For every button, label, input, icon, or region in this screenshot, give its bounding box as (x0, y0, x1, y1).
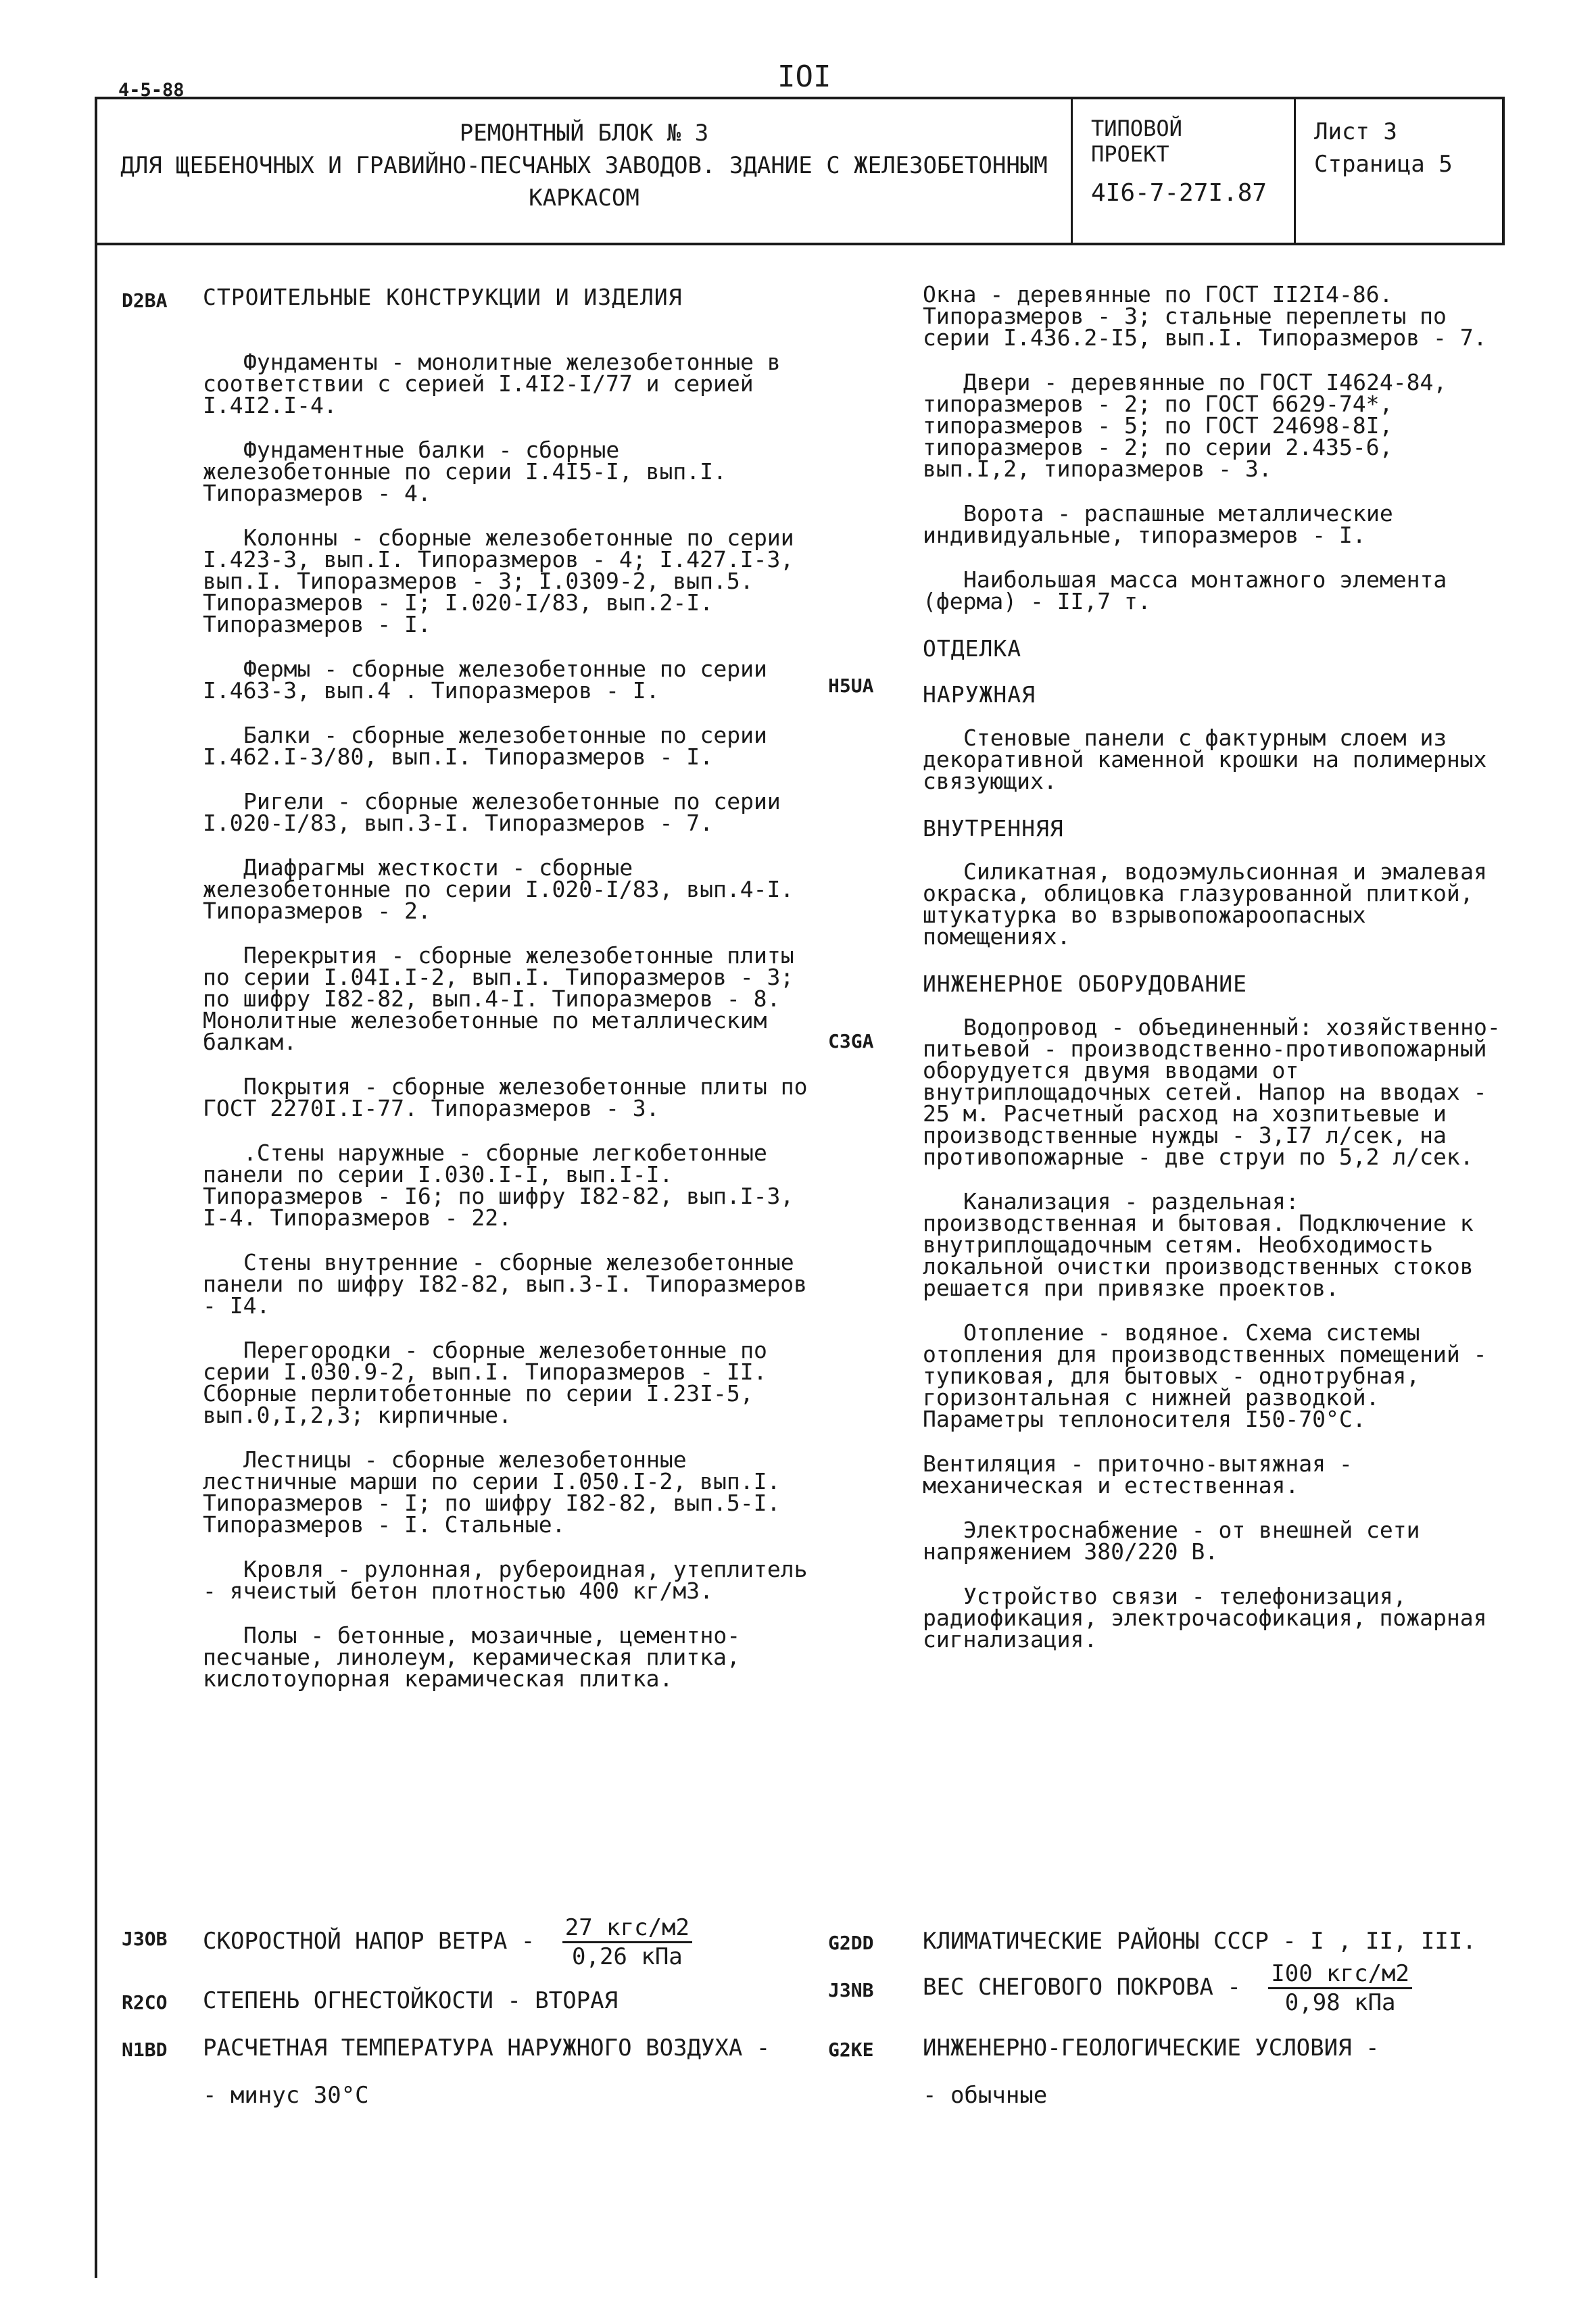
fire-resistance: СТЕПЕНЬ ОГНЕСТОЙКОСТИ - ВТОРАЯ (203, 1987, 619, 2014)
project-label: ПРОЕКТ (1091, 141, 1169, 167)
finish-title: ОТДЕЛКА (923, 635, 1022, 662)
title-line: РЕМОНТНЫЙ БЛОК № 3 (459, 120, 709, 147)
sheet-number: Лист 3 (1314, 118, 1397, 145)
project-label: ТИПОВОЙ (1091, 116, 1182, 141)
paragraph: Стеновые панели с фактурным слоем из декоративной каменной крошки на полимерных связующих. (923, 725, 1487, 794)
title-divider (1071, 99, 1073, 243)
paragraph: Силикатная, водоэмульсионная и эмалевая окраска, облицовка глазурованной плиткой, штукатурка во взрывопожароопасных помещениях. (923, 858, 1487, 950)
title-divider (1294, 99, 1296, 243)
snow-load (923, 1960, 1412, 2016)
engineering-code: C3GA (828, 1030, 874, 1052)
page-number: IOI (777, 59, 831, 94)
paragraph: Окна - деревянные по ГОСТ II2I4-86. Типоразмеров - 3; стальные переплеты по серии I.436.2-I5, вып.I. Типоразмеров - 7. (923, 281, 1487, 351)
title-block (95, 97, 1505, 245)
sheet-cell (1314, 116, 1453, 180)
paragraph: Ворота - распашные металлические индивидуальные, типоразмеров - I. (923, 500, 1393, 548)
paragraph: Фундаменты - монолитные железобетонные в соответствии с серией I.4I2-I/77 и серией I.4I2.I-4. (203, 349, 781, 418)
project-number: 4I6-7-27I.87 (1091, 179, 1267, 207)
wind-value (562, 1914, 692, 1970)
paragraph: Диафрагмы жесткости - сборные железобетонные по серии I.020-I/83, вып.4-I. Типоразмеров - 2. (203, 854, 794, 924)
snow-value-kpa: 0,98 кПа (1284, 1989, 1396, 2016)
paragraph: Балки - сборные железобетонные по серии I.462.I-3/80, вып.I. Типоразмеров - I. (203, 722, 767, 770)
wind-pressure (203, 1914, 692, 1970)
geology-label: ИНЖЕНЕРНО-ГЕОЛОГИЧЕСКИЕ УСЛОВИЯ - (923, 2034, 1380, 2062)
paragraph: Фермы - сборные железобетонные по серии I.463-3, вып.4 . Типоразмеров - I. (203, 656, 767, 704)
paragraph: Полы - бетонные, мозаичные, цементно-песчаные, линолеум, керамическая плитка, кислотоупорная керамическая плитка. (203, 1622, 741, 1692)
climate-regions: КЛИМАТИЧЕСКИЕ РАЙОНЫ СССР - I , II, III. (923, 1928, 1476, 1955)
fire-code: R2CO (122, 1991, 168, 2014)
paragraph: Лестницы - сборные железобетонные лестничные марши по серии I.050.I-2, вып.I. Типоразмеров - I; по шифру I82-82, вып.5-I. Типоразмеров - I. Стальные. (203, 1446, 781, 1538)
paragraph: Водопровод - объединенный: хозяйственно-питьевой - производственно-противопожарный оборудуется двумя вводами от внутриплощадочных сетей. Напор на вводах - 25 м. Расчетный расход на хозпитьевые и производственные нужды - 3,I7 л/сек, на противопожарные - две струи по 5,2 л/сек. (923, 1014, 1501, 1170)
document-title (97, 117, 1071, 214)
snow-code: J3NB (828, 1979, 874, 2001)
paragraph: Кровля - рулонная, рубероидная, утеплитель - ячеистый бетон плотностью 400 кг/м3. (203, 1556, 808, 1604)
geology-code: G2KE (828, 2039, 874, 2061)
project-cell (1091, 116, 1267, 206)
temperature-code: N1BD (122, 2039, 168, 2061)
title-line: ДЛЯ ЩЕБЕНОЧНЫХ И ГРАВИЙНО-ПЕСЧАНЫХ ЗАВОДОВ. ЗДАНИЕ С ЖЕЛЕЗОБЕТОННЫМ (120, 152, 1048, 179)
wind-label: СКОРОСТНОЙ НАПОР ВЕТРА - (203, 1928, 535, 1955)
snow-value-kgs: I00 кгс/м2 (1268, 1960, 1412, 1989)
paragraph: Отопление - водяное. Схема системы отопления для производственных помещений - тупиковая, для бытовых - однотрубная, горизонтальная с нижней разводкой. Параметры теплоносителя I50-70°С. (923, 1319, 1487, 1432)
paragraph: Двери - деревянные по ГОСТ I4624-84, типоразмеров - 2; по ГОСТ 6629-74*, типоразмеров - 5; по ГОСТ 24698-8I, типоразмеров - 2; по серии 2.435-6, вып.I,2, типоразмеров - 3. (923, 369, 1447, 482)
left-column (203, 284, 811, 1713)
paragraph: Покрытия - сборные железобетонные плиты по ГОСТ 2270I.I-77. Типоразмеров - 3. (203, 1073, 808, 1121)
section-code: D2BA (122, 289, 168, 312)
paragraph: Стены внутренние - сборные железобетонные панели по шифру I82-82, вып.3-I. Типоразмеров - I4. (203, 1249, 808, 1319)
climate-code: G2DD (828, 1932, 874, 1954)
paragraph: Устройство связи - телефонизация, радиофикация, электрочасофикация, пожарная сигнализация. (923, 1583, 1487, 1653)
temperature-label: РАСЧЕТНАЯ ТЕМПЕРАТУРА НАРУЖНОГО ВОЗДУХА - (203, 2034, 771, 2062)
wind-value-kpa: 0,26 кПа (572, 1943, 683, 1970)
left-margin-line (95, 243, 97, 2278)
document-code: 4-5-88 (118, 80, 185, 101)
paragraph: Вентиляция - приточно-вытяжная - механическая и естественная. (923, 1451, 1353, 1498)
outer-finish-title: НАРУЖНАЯ (923, 681, 1036, 708)
paragraph: .Стены наружные - сборные легкобетонные панели по серии I.030.I-I, вып.I-I. Типоразмеров - I6; по шифру I82-82, вып.I-3, I-4. Типоразмеров - 22. (203, 1140, 794, 1231)
inner-finish-title: ВНУТРЕННЯЯ (923, 815, 1064, 842)
temperature-value: - минус 30°С (203, 2082, 369, 2109)
wind-code: J3OB (122, 1928, 168, 1950)
snow-value (1268, 1960, 1412, 2016)
paragraph: Перекрытия - сборные железобетонные плиты по серии I.04I.I-2, вып.I. Типоразмеров - 3; по шифру I82-82, вып.4-I. Типоразмеров - 8. Монолитные железобетонные по металлическим балкам. (203, 942, 794, 1055)
paragraph: Канализация - раздельная: производственная и бытовая. Подключение к внутриплощадочным сетям. Необходимость локальной очистки производственных стоков решается при привязке проектов. (923, 1188, 1474, 1301)
section-title: СТРОИТЕЛЬНЫЕ КОНСТРУКЦИИ И ИЗДЕЛИЯ (203, 284, 683, 310)
title-line: КАРКАСОМ (529, 185, 639, 212)
paragraph: Электроснабжение - от внешней сети напряжением 380/220 В. (923, 1517, 1420, 1565)
finish-code: H5UA (828, 675, 874, 697)
engineering-title: ИНЖЕНЕРНОЕ ОБОРУДОВАНИЕ (923, 971, 1247, 997)
paragraph: Ригели - сборные железобетонные по серии I.020-I/83, вып.3-I. Типоразмеров - 7. (203, 788, 781, 836)
page-label: Страница 5 (1314, 151, 1453, 178)
geology-value: - обычные (923, 2082, 1048, 2109)
paragraph: Колонны - сборные железобетонные по серии I.423-3, вып.I. Типоразмеров - 4; I.427.I-3, вып.I. Типоразмеров - 3; I.0309-2, вып.5. Типоразмеров - I; I.020-I/83, вып.2-I. Типоразмеров - I. (203, 525, 794, 637)
snow-label: ВЕС СНЕГОВОГО ПОКРОВА - (923, 1974, 1241, 2001)
wind-value-kgs: 27 кгс/м2 (562, 1914, 692, 1943)
paragraph: Перегородки - сборные железобетонные по серии I.030.9-2, вып.I. Типоразмеров - II. Сборные перлитобетонные по серии I.23I-5, вып.0,I,2,3; кирпичные. (203, 1337, 767, 1428)
paragraph: Фундаментные балки - сборные железобетонные по серии I.4I5-I, вып.I. Типоразмеров - 4. (203, 437, 727, 506)
paragraph: Наибольшая масса монтажного элемента (ферма) - II,7 т. (923, 566, 1447, 614)
right-column (923, 281, 1504, 1674)
